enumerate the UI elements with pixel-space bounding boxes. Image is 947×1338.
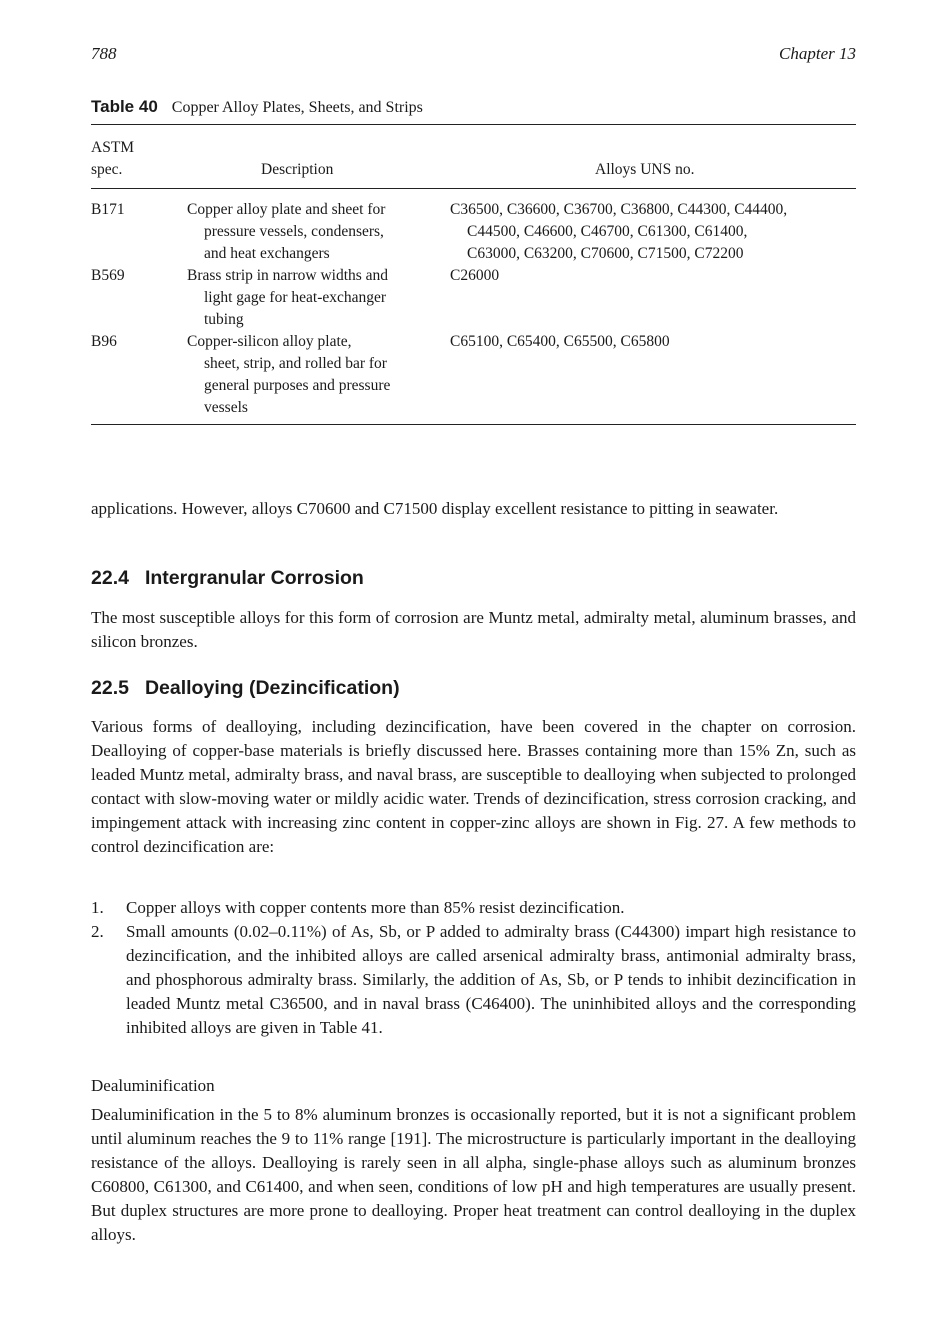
table-bottom-rule	[91, 424, 856, 425]
column-header-spec-line2: spec.	[91, 161, 123, 178]
table-body	[91, 199, 856, 419]
cell-spec: B569	[91, 267, 125, 284]
alloys-line: C26000	[450, 267, 500, 284]
description-line: tubing	[204, 311, 244, 328]
intro-paragraph: applications. However, alloys C70600 and C71500 display excellent resistance to pitting in seawater.	[91, 499, 779, 518]
list-item-text: Small amounts (0.02–0.11%) of As, Sb, or P added to admiralty brass (C44300) impart high resistance to dezincification, and the inhibited alloys are called arsenical admiralty brass, antimonial admiralty brass, and phosphorous admiralty brass. Similarly, the addition of As, Sb, or P tends to inhibit dezincification in leaded Muntz metal C36500, and in naval brass (C46400). The uninhibited alloys and the corresponding inhibited alloys are given in Table 41.	[126, 922, 856, 1037]
section-heading-22-4	[91, 567, 364, 590]
cell-spec: B171	[91, 201, 125, 218]
chapter-title: Chapter 13	[779, 44, 856, 63]
description-line: light gage for heat-exchanger	[204, 289, 387, 306]
column-header-description: Description	[261, 161, 334, 178]
description-line: Copper alloy plate and sheet for	[187, 201, 386, 218]
alloys-line: C65100, C65400, C65500, C65800	[450, 333, 670, 350]
table-row	[91, 265, 856, 331]
description-line: pressure vessels, condensers,	[204, 223, 384, 240]
section-title: Intergranular Corrosion	[144, 567, 364, 589]
section-22-5-paragraph: Various forms of dealloying, including dezincification, have been covered in the chapter on corrosion. Dealloying of copper-base materials is briefly discussed here. Brasses containing more than 15% Zn, such as leaded Muntz metal, admiralty brass, and naval brass, are susceptible to dealloying when subjected to prolonged contact with slow-moving water or mildly acidic water. Trends of dezincification, stress corrosion cracking, and impingement attack with increasing zinc content in copper-zinc alloys are shown in Fig. 27. A few methods to control dezincification are:	[91, 717, 856, 856]
list-item	[91, 896, 856, 920]
cell-alloys	[450, 199, 860, 265]
description-line: general purposes and pressure	[204, 377, 391, 394]
table-title: Copper Alloy Plates, Sheets, and Strips	[171, 99, 423, 116]
running-head	[91, 44, 856, 68]
column-header-alloys: Alloys UNS no.	[595, 161, 695, 178]
section-heading-22-5	[91, 677, 400, 700]
column-header-spec	[91, 137, 171, 181]
cell-alloys	[450, 265, 860, 287]
list-item	[91, 920, 856, 1040]
cell-spec: B96	[91, 333, 117, 350]
section-number: 22.4	[91, 567, 129, 589]
section-title: Dealloying (Dezincification)	[144, 677, 400, 699]
cell-description	[187, 199, 437, 265]
alloys-line: C44500, C46600, C46700, C61300, C61400,	[467, 223, 748, 240]
column-header-spec-line1: ASTM	[91, 139, 135, 156]
description-line: vessels	[204, 399, 248, 416]
cell-description	[187, 265, 437, 331]
table-caption	[91, 97, 423, 117]
description-line: and heat exchangers	[204, 245, 330, 262]
table-top-rule	[91, 124, 856, 125]
table-row	[91, 331, 856, 419]
description-line: Brass strip in narrow widths and	[187, 267, 389, 284]
alloys-line: C63000, C63200, C70600, C71500, C72200	[467, 245, 744, 262]
alloys-line: C36500, C36600, C36700, C36800, C44300, C44400,	[450, 201, 788, 218]
methods-list	[91, 896, 856, 1040]
list-marker: 2.	[91, 922, 104, 941]
table-label: Table 40	[91, 97, 158, 116]
section-22-4-paragraph: The most susceptible alloys for this form of corrosion are Muntz metal, admiralty metal, aluminum brasses, and silicon bronzes.	[91, 608, 856, 651]
table-header-row	[91, 137, 856, 183]
table-row	[91, 199, 856, 265]
description-line: Copper-silicon alloy plate,	[187, 333, 352, 350]
cell-alloys	[450, 331, 860, 353]
dealuminification-heading: Dealuminification	[91, 1076, 215, 1095]
list-marker: 1.	[91, 898, 104, 917]
section-number: 22.5	[91, 677, 129, 699]
description-line: sheet, strip, and rolled bar for	[204, 355, 387, 372]
cell-description	[187, 331, 437, 419]
dealuminification-paragraph: Dealuminification in the 5 to 8% aluminum bronzes is occasionally reported, but it is not a significant problem until aluminum reaches the 9 to 11% range [191]. The microstructure is particularly important in the dealloying resistance of the alloys. Dealloying is rarely seen in all alpha, single-phase alloys such as aluminum bronzes C60800, C61300, and C61400, and when seen, conditions of low pH and high temperatures are usually present. But duplex structures are more prone to dealloying. Proper heat treatment can control dealloying in the duplex alloys.	[91, 1105, 856, 1244]
table-header-rule	[91, 188, 856, 189]
list-item-text: Copper alloys with copper contents more than 85% resist dezincification.	[126, 898, 625, 917]
page-number: 788	[91, 44, 117, 63]
